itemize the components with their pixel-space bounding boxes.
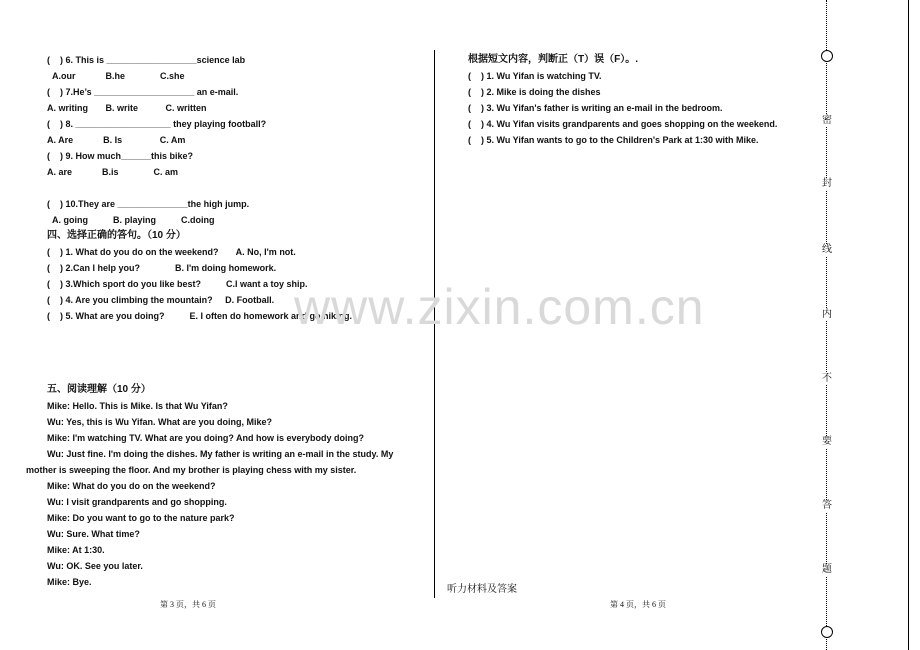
dialogue-line: Mike: What do you do on the weekend? [47, 481, 216, 491]
dialogue-line: Mike: At 1:30. [47, 545, 105, 555]
dialogue-line: Wu: Yes, this is Wu Yifan. What are you doing, Mike? [47, 417, 273, 427]
section4-item: ( ) 4. Are you climbing the mountain? D. Football. [47, 295, 275, 305]
dialogue-line: Mike: Do you want to go to the nature park? [47, 513, 235, 523]
q7-line: ( ) 7.He’s ____________________ an e-mail. [47, 87, 239, 97]
q8-options: A. Are B. Is C. Am [47, 135, 186, 145]
q7-options: A. writing B. write C. written [47, 103, 207, 113]
binding-circle-icon [821, 626, 833, 638]
binding-char: 不 [819, 373, 835, 385]
q10-options: A. going B. playing C.doing [52, 215, 215, 225]
listening-heading: 听力材料及答案 [447, 584, 517, 595]
binding-margin [818, 0, 836, 650]
section4-item: ( ) 3.Which sport do you like best? C.I want a toy ship. [47, 279, 308, 289]
page-edge-line [908, 0, 909, 650]
dialogue-line: Mike: I'm watching TV. What are you doing? And how is everybody doing? [47, 433, 364, 443]
page-footer-left: 第 3 页，共 6 页 [160, 600, 216, 609]
binding-char: 封 [819, 178, 835, 190]
section4-item: ( ) 5. What are you doing? E. I often do homework and go hiking. [47, 311, 353, 321]
tf-item: ( ) 5. Wu Yifan wants to go to the Children's Park at 1:30 with Mike. [468, 135, 759, 145]
binding-char: 要 [819, 436, 835, 448]
q8-line: ( ) 8. ___________________ they playing football? [47, 119, 267, 129]
section5-title: 五、阅读理解（10 分） [47, 384, 151, 395]
section4-item: ( ) 1. What do you do on the weekend? A. No, I'm not. [47, 247, 296, 257]
q9-options: A. are B.is C. am [47, 167, 179, 177]
dialogue-line: Mike: Bye. [47, 577, 92, 587]
binding-dotted-line [826, 0, 827, 650]
section4-title: 四、选择正确的答句。（10 分） [47, 230, 186, 241]
q9-line: ( ) 9. How much______this bike? [47, 151, 194, 161]
dialogue-line: Wu: OK. See you later. [47, 561, 143, 571]
binding-char: 题 [819, 564, 835, 576]
dialogue-line: Wu: Just fine. I'm doing the dishes. My father is writing an e-mail in the study. My [47, 449, 394, 459]
page-footer-right: 第 4 页，共 6 页 [610, 600, 666, 609]
watermark: www.zixin.com.cn [294, 279, 705, 335]
q6-line: ( ) 6. This is __________________science lab [47, 55, 246, 65]
binding-circle-icon [821, 50, 833, 62]
q10-line: ( ) 10.They are ______________the high jump. [47, 199, 250, 209]
dialogue-line: Wu: I visit grandparents and go shopping. [47, 497, 227, 507]
tf-title: 根据短文内容，判断正（T）误（F）。. [468, 54, 638, 65]
binding-char: 线 [819, 244, 835, 256]
dialogue-line: mother is sweeping the floor. And my brother is playing chess with my sister. [26, 465, 357, 475]
binding-char: 内 [819, 309, 835, 321]
binding-char: 密 [819, 115, 835, 127]
binding-char: 答 [819, 500, 835, 512]
section4-item: ( ) 2.Can I help you? B. I'm doing homework. [47, 263, 277, 273]
tf-item: ( ) 3. Wu Yifan's father is writing an e-mail in the bedroom. [468, 103, 723, 113]
tf-item: ( ) 2. Mike is doing the dishes [468, 87, 601, 97]
q6-options: A.our B.he C.she [52, 71, 185, 81]
dialogue-line: Mike: Hello. This is Mike. Is that Wu Yifan? [47, 401, 228, 411]
tf-item: ( ) 1. Wu Yifan is watching TV. [468, 71, 602, 81]
tf-item: ( ) 4. Wu Yifan visits grandparents and goes shopping on the weekend. [468, 119, 778, 129]
dialogue-line: Wu: Sure. What time? [47, 529, 140, 539]
